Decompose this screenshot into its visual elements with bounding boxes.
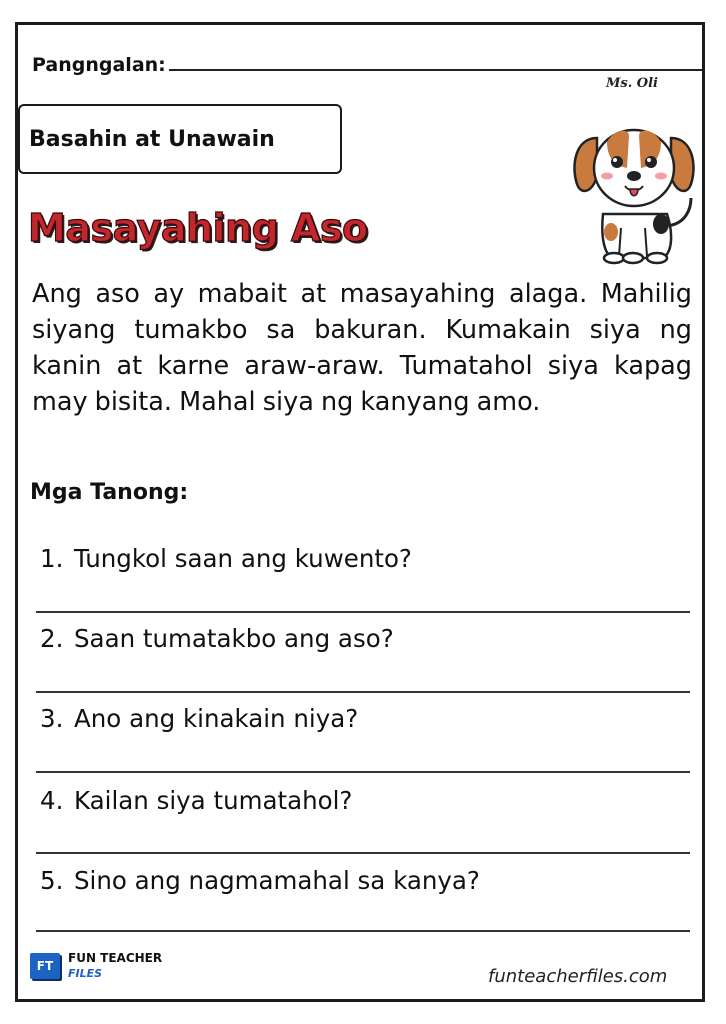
logo-text-line2: FILES xyxy=(68,967,103,980)
name-row xyxy=(32,46,702,76)
question-2 xyxy=(40,618,394,658)
answer-line-2[interactable] xyxy=(36,691,690,693)
story-paragraph: Ang aso ay mabait at masayahing alaga. Mahilig siyang tumakbo sa bakuran. Kumakain siya ng kanin at karne araw-araw. Tumatahol siya kapag may bisita. Mahal siya ng kanyang amo. xyxy=(32,279,692,417)
question-text: Saan tumatakbo ang aso? xyxy=(74,623,394,653)
dog-illustration xyxy=(567,106,701,266)
story-title: Masayahing Aso xyxy=(28,206,368,250)
section-label: Basahin at Unawain xyxy=(29,126,275,152)
question-text: Tungkol saan ang kuwento? xyxy=(74,543,412,573)
question-1 xyxy=(40,538,412,578)
author-signature: Ms. Oli xyxy=(606,76,658,91)
name-label: Pangngalan: xyxy=(32,54,166,76)
question-4 xyxy=(40,780,352,820)
logo-text-line1: FUN TEACHER xyxy=(68,951,163,965)
question-number: 4. xyxy=(40,785,64,815)
website-url[interactable]: funteacherfiles.com xyxy=(488,966,668,987)
section-label-box xyxy=(18,104,342,174)
question-text: Sino ang nagmamahal sa kanya? xyxy=(74,865,480,895)
question-text: Ano ang kinakain niya? xyxy=(74,703,359,733)
ft-badge-icon: FT xyxy=(30,953,60,979)
question-text: Kailan siya tumatahol? xyxy=(74,785,353,815)
question-number: 3. xyxy=(40,703,64,733)
question-number: 2. xyxy=(40,623,64,653)
answer-line-1[interactable] xyxy=(36,611,690,613)
question-number: 1. xyxy=(40,543,64,573)
answer-line-4[interactable] xyxy=(36,852,690,854)
answer-line-3[interactable] xyxy=(36,771,690,773)
name-write-line xyxy=(169,69,702,71)
question-3 xyxy=(40,698,358,738)
dog-icon xyxy=(567,106,701,266)
questions-heading: Mga Tanong: xyxy=(30,480,189,505)
question-number: 5. xyxy=(40,865,64,895)
fun-teacher-files-logo xyxy=(30,949,190,989)
answer-line-5[interactable] xyxy=(36,930,690,932)
question-5 xyxy=(40,860,480,900)
